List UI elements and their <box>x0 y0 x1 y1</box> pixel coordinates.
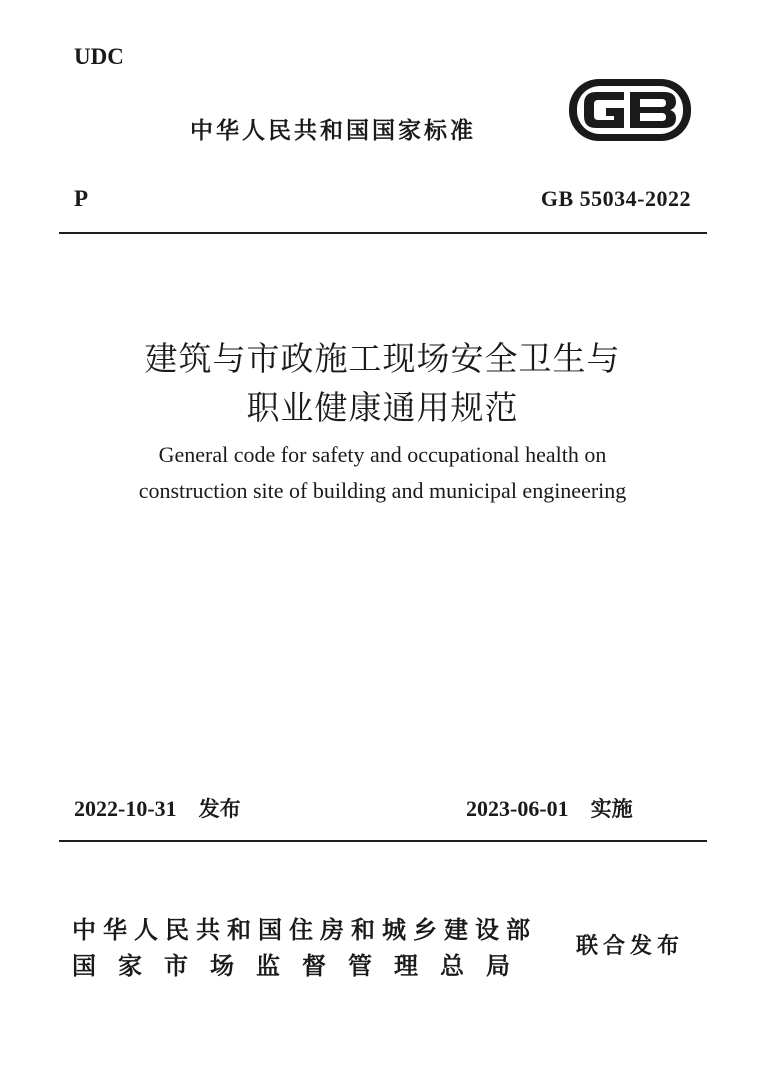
issuer-administration: 国家市场监督管理总局 <box>72 952 532 980</box>
effective-label: 实施 <box>590 797 633 821</box>
title-cn-line1: 建筑与市政施工现场安全卫生与 <box>144 339 621 378</box>
joint-release-label: 联合发布 <box>576 934 685 959</box>
effective-date-block <box>466 793 633 823</box>
issuer-ministry: 中华人民共和国住房和城乡建设部 <box>72 916 537 944</box>
issue-date: 2022-10-31 <box>74 796 177 821</box>
footer-divider <box>59 840 707 842</box>
title-cn-line2: 职业健康通用规范 <box>246 388 519 427</box>
standard-type-label: 中华人民共和国国家标准 <box>190 118 476 144</box>
udc-label: UDC <box>74 44 124 69</box>
category-code: P <box>74 186 89 211</box>
issue-date-block <box>74 793 241 823</box>
gb-logo <box>566 76 694 144</box>
title-en-line1: General code for safety and occupational health on <box>158 442 607 467</box>
issue-label: 发布 <box>198 797 241 821</box>
title-en-line2: construction site of building and municipal engineering <box>138 478 627 503</box>
effective-date: 2023-06-01 <box>466 796 569 821</box>
header-divider <box>59 232 707 234</box>
standard-number: GB 55034-2022 <box>540 186 691 211</box>
